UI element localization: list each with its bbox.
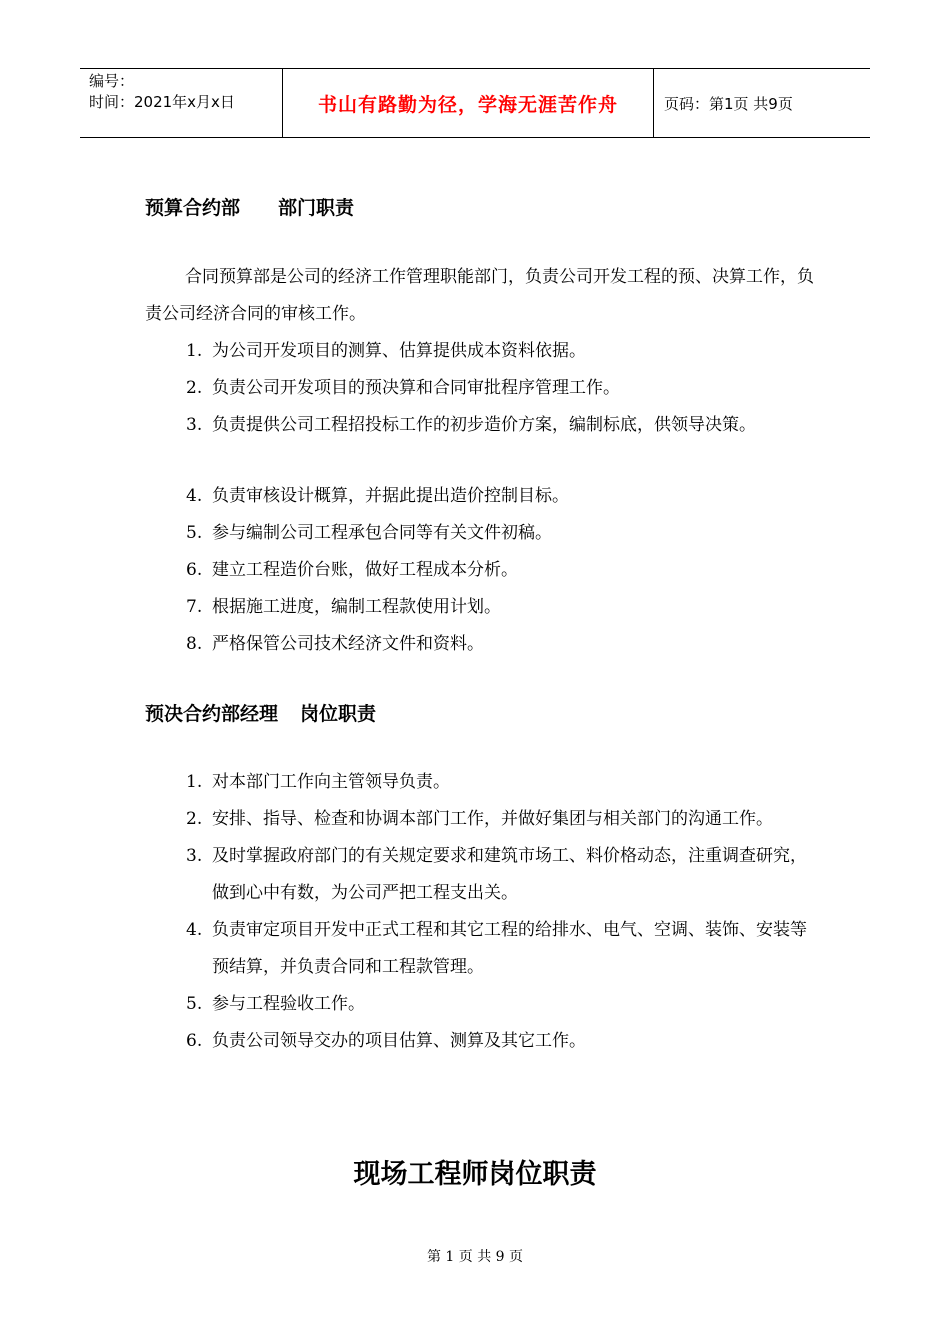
section3-title: 现场工程师岗位职责 [353,1159,597,1190]
list-item-text: 根据施工进度，编制工程款使用计划。 [212,597,501,617]
list-item [186,986,822,1023]
list-item [186,589,826,626]
header-left-cell [80,69,282,137]
list-item-text: 负责公司领导交办的项目估算、测算及其它工作。 [212,1031,586,1051]
page-info: 页码：第1页 共9页 [664,94,793,113]
list-item [186,764,822,801]
list-item-text: 参与工程验收工作。 [212,994,365,1014]
section1-duty-list-b [186,478,826,663]
section2-role: 岗位职责 [300,703,377,725]
section1-duty-list-a [186,333,826,444]
list-item-text: 严格保管公司技术经济文件和资料。 [212,634,484,654]
list-item-text: 建立工程造价台账，做好工程成本分析。 [212,560,518,580]
list-item-number: 2. [186,809,203,829]
serial-label: 编号： [89,72,135,90]
section2-dept: 预决合约部经理 [145,703,279,725]
list-item-number: 5. [186,994,203,1014]
list-item-text: 安排、指导、检查和协调本部门工作，并做好集团与相关部门的沟通工作。 [212,809,773,829]
section1-role: 部门职责 [278,197,355,219]
list-item-text: 为公司开发项目的测算、估算提供成本资料依据。 [212,341,586,361]
list-item-number: 7. [186,597,203,617]
list-item [186,478,826,515]
header-middle-cell [282,69,654,137]
list-item-text: 负责提供公司工程招投标工作的初步造价方案，编制标底，供领导决策。 [212,415,756,435]
list-item-number: 2. [186,378,203,398]
list-item-text: 负责审定项目开发中正式工程和其它工程的给排水、电气、空调、装饰、安装等预结算，并负责合同和工程款管理。 [212,920,807,977]
list-item-number: 6. [186,1031,203,1051]
motto-text: 书山有路勤为径，学海无涯苦作舟 [317,93,618,116]
list-item [186,626,826,663]
list-item-text: 负责公司开发项目的预决算和合同审批程序管理工作。 [212,378,620,398]
list-item-text: 及时掌握政府部门的有关规定要求和建筑市场工、料价格动态，注重调查研究，做到心中有数，为公司严把工程支出关。 [212,846,807,903]
list-item-number: 4. [186,486,203,506]
header-right-cell [654,69,870,137]
list-item [186,552,826,589]
list-item-text: 对本部门工作向主管领导负责。 [212,772,450,792]
section2-duty-list [186,764,822,1060]
list-item [186,515,826,552]
list-item [186,407,826,444]
list-item-number: 5. [186,523,203,543]
list-item [186,912,822,986]
list-item-text: 参与编制公司工程承包合同等有关文件初稿。 [212,523,552,543]
list-item-number: 8. [186,634,203,654]
list-item [186,333,826,370]
section1-intro: 合同预算部是公司的经济工作管理职能部门，负责公司开发工程的预、决算工作，负责公司经济合同的审核工作。 [145,267,814,324]
list-item-number: 1. [186,772,203,792]
list-item [186,1023,822,1060]
page-header [80,68,870,138]
list-item-number: 3. [186,846,203,866]
list-item-text: 负责审核设计概算，并据此提出造价控制目标。 [212,486,569,506]
list-item-number: 3. [186,415,203,435]
list-item [186,838,822,912]
section2-heading [145,699,376,726]
list-item-number: 6. [186,560,203,580]
section1-dept: 预算合约部 [145,197,241,219]
time-label: 时间：2021年x月x日 [89,93,235,111]
list-item [186,370,826,407]
page-footer: 第 1 页 共 9 页 [426,1249,524,1265]
section1-heading [145,193,354,220]
list-item [186,801,822,838]
list-item-number: 1. [186,341,203,361]
list-item-number: 4. [186,920,203,940]
